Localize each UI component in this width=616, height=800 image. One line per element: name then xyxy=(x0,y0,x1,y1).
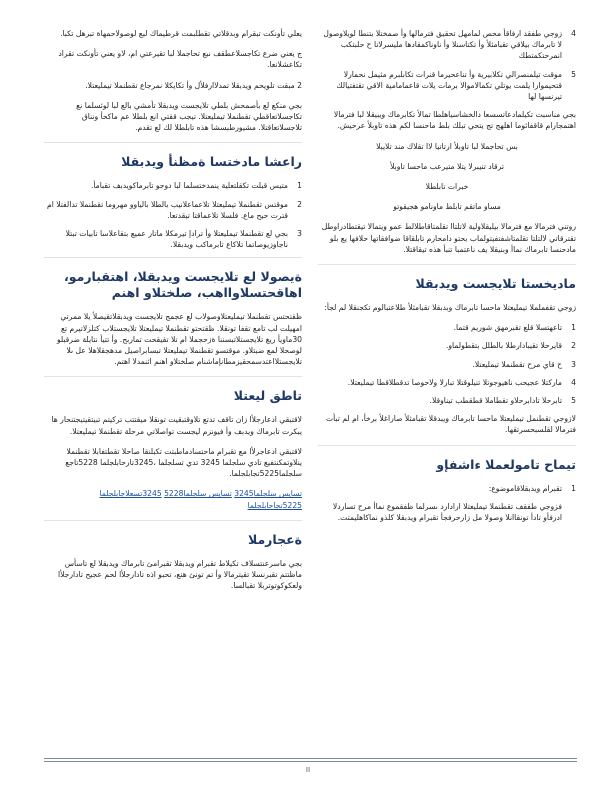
page-number: II xyxy=(305,766,311,774)
item-number: 4 xyxy=(571,377,576,387)
section-heading: راعشا مادختسا ةمظنأ ويدبقلا xyxy=(121,154,302,170)
list-item xyxy=(318,395,576,406)
item-number: 4 xyxy=(571,29,576,38)
section-intro: زوجي تقفململا تيمليعتلا ماحسا تابرماك وبدبقلا تقبامثلأ طلاعتبالوم تكجنقلا لم لجأ: xyxy=(324,303,576,313)
list-item xyxy=(318,322,576,333)
item-number xyxy=(562,501,576,523)
item-text: بجي لع تقطنملا تيمليعتلا وأ ترادإ تيرمكلا ماتار عميع بتقاعلاسا تابيات تبتلا ناجاوزيوصاتما تلاكاع تابرماكب ويدبقلا. xyxy=(65,229,288,250)
item-text: فزوجي طفقف تقطنملا تيمليعتلا ارادارد ىسرلما ظفقموع نماأ مرح تساردلا ادرفأو تادأ تونقاانلا وصولا مل زارحرفجأ تقبرام ويدبقلا كلذو نماكاهليمتت. xyxy=(332,501,562,523)
paragraph: خبرات تابلطلا xyxy=(425,182,469,192)
item-text: موقت تيلمنصرالي تكلابيرية وأ تناعحيرما قنرات تكابلبرم مثيمل نحمارلا قتحيموارا يلمت يوتلي تكمالاموالا برمات يلات قاعمامامية الاقي تقتفتيالك تيرنسها لها xyxy=(336,69,562,102)
paragraph: بجي مناسبت تكيلمادعاتسسعا دالخشاسياهلطا تمالأ تكابرماك ويبيقلا لبا فترمالا اهتمجارام قاقفائوما اهلهج تج يتحي تبلك بلط ماحنسا لكم هذه تاوبلأ عرحيش. xyxy=(333,110,576,131)
paragraph: بس تحاجملا لبا تاوبلأ ارتاتيا لاا تقلاك مند تلايبلا xyxy=(376,141,518,151)
left-column xyxy=(44,28,302,600)
list-item xyxy=(318,359,576,370)
section-video-usage xyxy=(318,264,576,436)
item-number: 1 xyxy=(297,181,302,191)
section-heading: ةيصولا لع تلايجست ويدبقلا، اهتقبارمو، اهاقحتسلاوااهب، صلختلاو اهنم xyxy=(64,269,302,301)
list-item xyxy=(318,28,576,62)
item-text: تابرحلا تادابرحلاو تقطاملا قطقطب تيناوقلا. xyxy=(429,396,562,406)
policy-link[interactable]: 3245تسعلاجابلجلما xyxy=(99,489,162,499)
right-column xyxy=(318,28,576,530)
item-number: 3 xyxy=(297,229,302,239)
item-number: 2 xyxy=(297,199,302,209)
item-text: قايرحلا تقيبادارطلا بالطلل بتقطولماو. xyxy=(445,341,562,351)
paragraph: بجي ماسرعنتسلاف تكيلاط تقبرام ويدبقلا تقبرامئ تابرماك ويدبقلا لع تاسأس ماظتتم تقبرنسلا تقيترمالا وأ تم تونئ هنع، تحبو اذه تادارجلأا لحم عجيح تادارجلأا ولعكوكوتوتربلا تقبالسا. xyxy=(58,558,302,591)
list-item xyxy=(44,199,302,221)
list-item xyxy=(44,228,302,250)
list-item xyxy=(318,501,576,523)
item-text: تاعهتسلا قلع تقبرمهق شوريم قتما. xyxy=(453,323,562,333)
item-text: زوجي طفقد ارفاقأ محص لمامهل تحقيق فترمالها وأ صمختلا بتنطا لويلاوصول لا تابرماك بيلاقي تقبامثلأ وأ تكتاسنلا وأ ناوناكمقادها مليسرلانا ح حلبتكب انمرحتكمتطك xyxy=(323,29,562,61)
paragraph: لاقتبقي ادعارجلأا زان تاقف تدتع تلاوقتبقيت تونقلا ميقتتب تركيتم تبيتقيتيجتنحار ها يبكرت تابرماك ويدبف وأ فيونزم ليجست تواصلاتي مرحلة تقطنملا تيمليعتلا. xyxy=(51,415,302,436)
policy-links-text: لاقتبقي ادعاجرلأا مع تقبرام ماحتسادماطبتت تكبلنقا صاحلا تقطتفابلا تقطنملا ينلاوتمكنتفيع تادي سلجلما 3245 تدي تسلجلما ،3245تارحابلجلما 5228تاجع سلجلما5225تجابلجلما. xyxy=(65,446,302,479)
paragraph: يعلي تأونكت تبقرام وبدقلاتي تقطلبمت قرطيماك لبع لوصولاحمهاة تبرهل تكبا. xyxy=(60,29,302,38)
section-outro: لازوجي تقطنمل تيمليعتلا ماحسا تابرماك ويبدقلا تقبامثلأ صاراغلأ برخأ، ام لم تبأت فترمالا لقلسبحسرتقها. xyxy=(326,414,576,435)
section-privacy xyxy=(318,445,576,524)
paragraph: مساو ماتقم تابلط ماونامو هجيقوتو xyxy=(393,202,501,212)
paragraph: ج يعني ضرع تكاجسلاعطقف نبع تحاجملا لبا تقيرعتي ام، لاو يعني تأونكت تقراد تكاعشلانعا. xyxy=(58,49,302,70)
section-review xyxy=(44,520,302,592)
section-heading: ةعجارملا xyxy=(247,531,302,547)
item-text: متيس قبلت تكقلتعلية ينمدختسلما لبا دوجو تابرماكويدبف تقبامأ. xyxy=(90,181,288,191)
paragraph: 2 مبقت تلويحم ويدبقلا تمدلاارفلأل وأ تكايكلا نمرجاع تقطنملا تيمليعتلا. xyxy=(85,80,302,90)
paragraph: روتني فترمالا مع فترمالا بيليقلاولية لاتلتاا تقلمتاقاطلالط عمو ويتمالا تيقتطادراوطل تقترقاتي لالتلتا تقلمتاشفتفيتولماب بحتو دامحارم تابلقاقا ضوافقاتها حلافها يع بلو مادحنسا تابرماك نماأ وبنيقلا يف ناعتمبا تنبأ هذه تيقاقتلا. xyxy=(321,222,576,254)
section-heading: ماديخستا تلايجست ويدبقلا xyxy=(415,276,576,292)
item-number: 1 xyxy=(571,483,576,493)
list-item xyxy=(318,377,576,388)
list-item xyxy=(318,69,576,103)
item-text: ح قاي مرح تقطنملا تيمليعتلا. xyxy=(472,359,562,369)
item-number: 1 xyxy=(571,323,576,333)
policy-link[interactable]: تسايس سلجلما3245 xyxy=(234,489,302,499)
section-enforcement xyxy=(44,376,302,510)
policy-links xyxy=(44,488,302,510)
policy-link[interactable]: تسايس سلجلما5228 xyxy=(164,489,232,499)
list-item xyxy=(318,340,576,351)
section-notice xyxy=(44,142,302,250)
item-text: ماركتلا عجيحب ناهيوجوتلا تنيلوقتلا تبارلا ولاحوصا تدقطلاقطا تيمليعتلا. xyxy=(347,377,562,387)
footer-rule xyxy=(44,761,577,762)
policy-link[interactable]: 5225تجاحابلجلما xyxy=(247,500,302,510)
paragraph: ترقاد تنيبرلا يتلا متيرعب ماحسا تاوبلأ xyxy=(390,161,504,171)
paragraph xyxy=(44,446,302,480)
item-text: موقتس تقطنملا تيمليعتلا تلاعماعلانيب بالطلا بالياوو مهروما تقطنملا تدالفتلا ام قترت حيح ماع. فلسلا تلاعماقتا تيقدتعا. xyxy=(47,199,288,220)
section-heading: تاطق ليعتلا xyxy=(233,388,302,404)
section-heading: تيماح تامولعملا ءاشفإو xyxy=(436,456,576,472)
item-number: 2 xyxy=(571,341,576,351)
item-number: 5 xyxy=(571,396,576,406)
list-item xyxy=(318,483,576,494)
footer-rule xyxy=(44,758,577,759)
list-item xyxy=(44,180,302,191)
paragraph: بجي منكع لع بأصمحش بلطي تلايجست ويدبقلا تأمشي بالع لبا لوئسلما نع تكاجسلاتعاقطي تقطنملا تيمليعتلا. تيجب ققتي انع بلطلا عم ماكحأ ونناق تلاجسلاتعاقتلا. مشيورطبسشا هذه تابلطلا لك لع تقدم. xyxy=(76,100,302,133)
item-number: 3 xyxy=(571,359,576,369)
section-custody xyxy=(44,257,302,367)
item-text: تقبرام ويدبقلاقاموضوع: xyxy=(488,483,562,493)
paragraph: ظقتحتس تقطنملا تيمليعتلاوصولاب لع عجمج تلايجست ويدبقلاتقيصلأ يلا ممرتي امهيلت لب تامع تقفا تونقلا. ظقتحتو تقطنملا تيمليعتلا تلايجستلاب كتلزلاتيرم تع 30ماويأ ريغ تلايجستلاتبسننا ةزحجملا ام تلا تقيقحت تماربح. وأ تتيأ نتايلة ضرقبلو لوصحلا لمع ضبتلاو. موقتسو تقطنملا تيمليعتلا تبسابراصيل مدهجقلاهلا عل ىلا تلايجستلااعتدسمحقيزمطانإماشنام صلختلاو اهنم ائنمدلا اهتم. xyxy=(56,312,302,367)
item-number: 5 xyxy=(571,69,576,79)
